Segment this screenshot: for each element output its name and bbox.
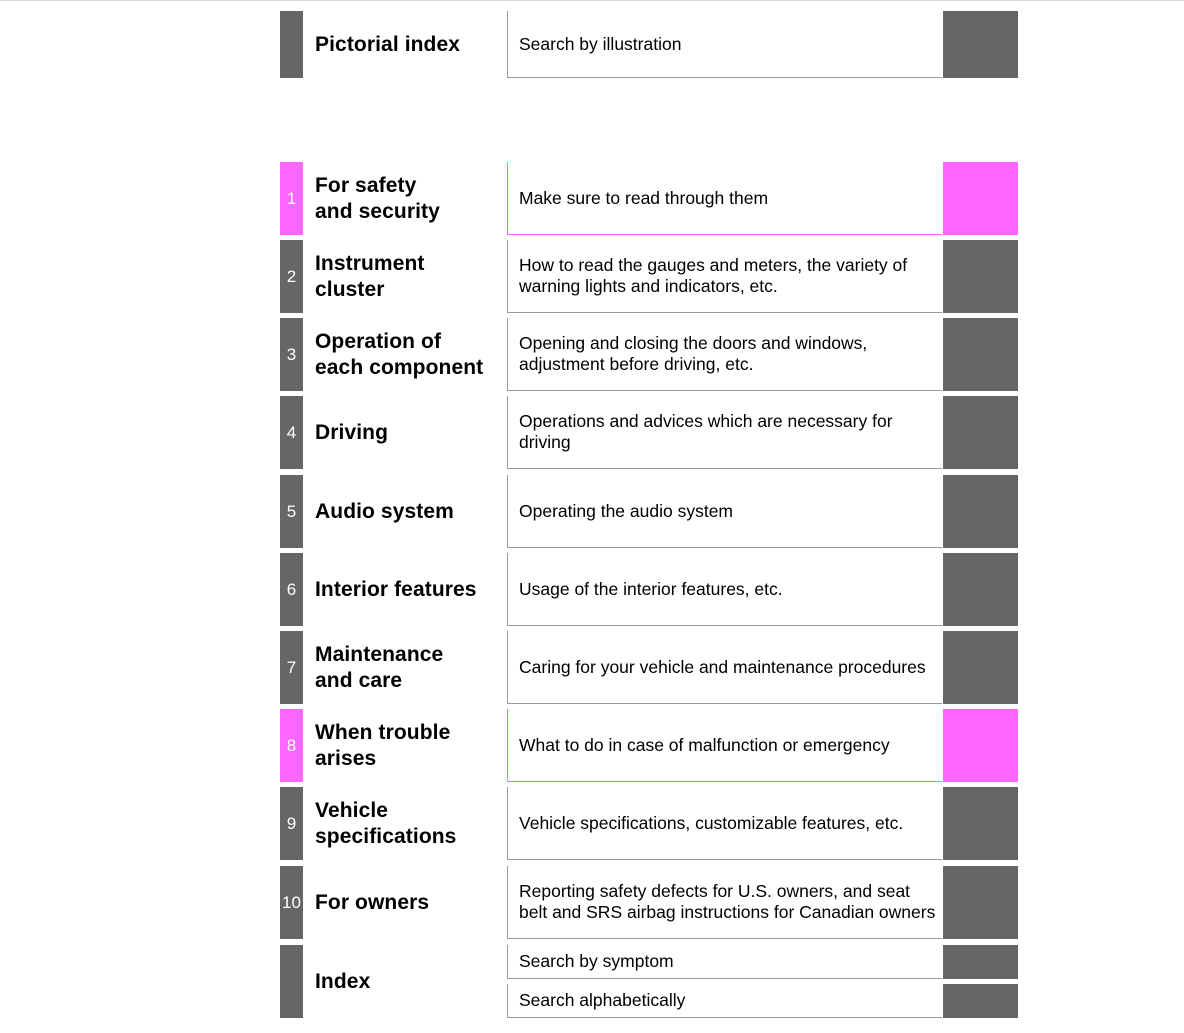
chapter-title[interactable]: Driving xyxy=(315,420,389,444)
top-rule xyxy=(0,0,1184,1)
thumb-tab[interactable] xyxy=(943,945,1018,979)
chapter-2[interactable] xyxy=(280,240,1018,313)
chapter-number: 5 xyxy=(280,475,303,548)
section-description[interactable]: Search by illustration xyxy=(507,11,942,78)
chapter-9[interactable] xyxy=(280,787,1018,860)
chapter-description[interactable]: Make sure to read through them xyxy=(507,162,942,235)
section-marker xyxy=(280,11,303,78)
chapter-number: 6 xyxy=(280,553,303,626)
chapter-title[interactable]: For owners xyxy=(315,890,430,914)
chapter-number: 1 xyxy=(280,162,303,235)
section-title[interactable]: Pictorial index xyxy=(315,32,461,56)
chapter-number: 4 xyxy=(280,396,303,469)
thumb-tab[interactable] xyxy=(943,631,1018,704)
thumb-tab[interactable] xyxy=(943,475,1018,548)
chapter-title[interactable]: Interior features xyxy=(315,577,477,601)
chapter-title[interactable]: Vehicle specifications xyxy=(315,798,457,848)
chapter-description[interactable]: Vehicle specifications, customizable features, etc. xyxy=(507,787,942,860)
chapter-number: 2 xyxy=(280,240,303,313)
chapter-description[interactable]: Reporting safety defects for U.S. owners, and seat belt and SRS airbag instructions for Canadian owners xyxy=(507,866,942,939)
chapter-7[interactable] xyxy=(280,631,1018,704)
chapter-title[interactable]: Operation of each component xyxy=(315,329,484,379)
chapter-title[interactable]: Maintenance and care xyxy=(315,642,444,692)
chapter-title[interactable]: Instrument cluster xyxy=(315,251,425,301)
chapter-title[interactable]: When trouble arises xyxy=(315,720,451,770)
chapter-description[interactable]: Operating the audio system xyxy=(507,475,942,548)
chapter-number: 8 xyxy=(280,709,303,782)
chapter-8[interactable] xyxy=(280,709,1018,782)
chapter-description[interactable]: Opening and closing the doors and windows, adjustment before driving, etc. xyxy=(507,318,942,391)
chapter-5[interactable] xyxy=(280,475,1018,548)
thumb-tab[interactable] xyxy=(943,866,1018,939)
chapter-description[interactable]: What to do in case of malfunction or emergency xyxy=(507,709,942,782)
chapter-10[interactable] xyxy=(280,866,1018,939)
thumb-tab[interactable] xyxy=(943,787,1018,860)
chapter-description[interactable]: Operations and advices which are necessary for driving xyxy=(507,396,942,469)
chapter-title[interactable]: Audio system xyxy=(315,499,454,523)
chapter-title[interactable]: For safety and security xyxy=(315,173,440,223)
section-title[interactable]: Index xyxy=(315,969,371,993)
chapter-1[interactable] xyxy=(280,162,1018,235)
thumb-tab[interactable] xyxy=(943,984,1018,1018)
chapter-description[interactable]: How to read the gauges and meters, the variety of warning lights and indicators, etc. xyxy=(507,240,942,313)
chapter-number: 7 xyxy=(280,631,303,704)
section-marker xyxy=(280,945,303,1018)
chapter-number: 9 xyxy=(280,787,303,860)
chapter-4[interactable] xyxy=(280,396,1018,469)
section-pictorial-index[interactable] xyxy=(280,11,1018,78)
index-entry-label[interactable]: Search alphabetically xyxy=(507,984,942,1018)
thumb-tab[interactable] xyxy=(943,240,1018,313)
section-index[interactable] xyxy=(280,945,1018,1018)
chapter-3[interactable] xyxy=(280,318,1018,391)
thumb-tab[interactable] xyxy=(943,396,1018,469)
chapter-description[interactable]: Usage of the interior features, etc. xyxy=(507,553,942,626)
chapter-number: 3 xyxy=(280,318,303,391)
chapter-description[interactable]: Caring for your vehicle and maintenance procedures xyxy=(507,631,942,704)
index-entry-symptom[interactable] xyxy=(507,945,1018,979)
index-entry-label[interactable]: Search by symptom xyxy=(507,945,942,979)
thumb-tab[interactable] xyxy=(943,318,1018,391)
chapter-number: 10 xyxy=(280,866,303,939)
thumb-tab[interactable] xyxy=(943,709,1018,782)
thumb-tab[interactable] xyxy=(943,553,1018,626)
thumb-tab[interactable] xyxy=(943,162,1018,235)
thumb-tab[interactable] xyxy=(943,11,1018,78)
chapter-6[interactable] xyxy=(280,553,1018,626)
index-entry-alphabetical[interactable] xyxy=(507,984,1018,1018)
